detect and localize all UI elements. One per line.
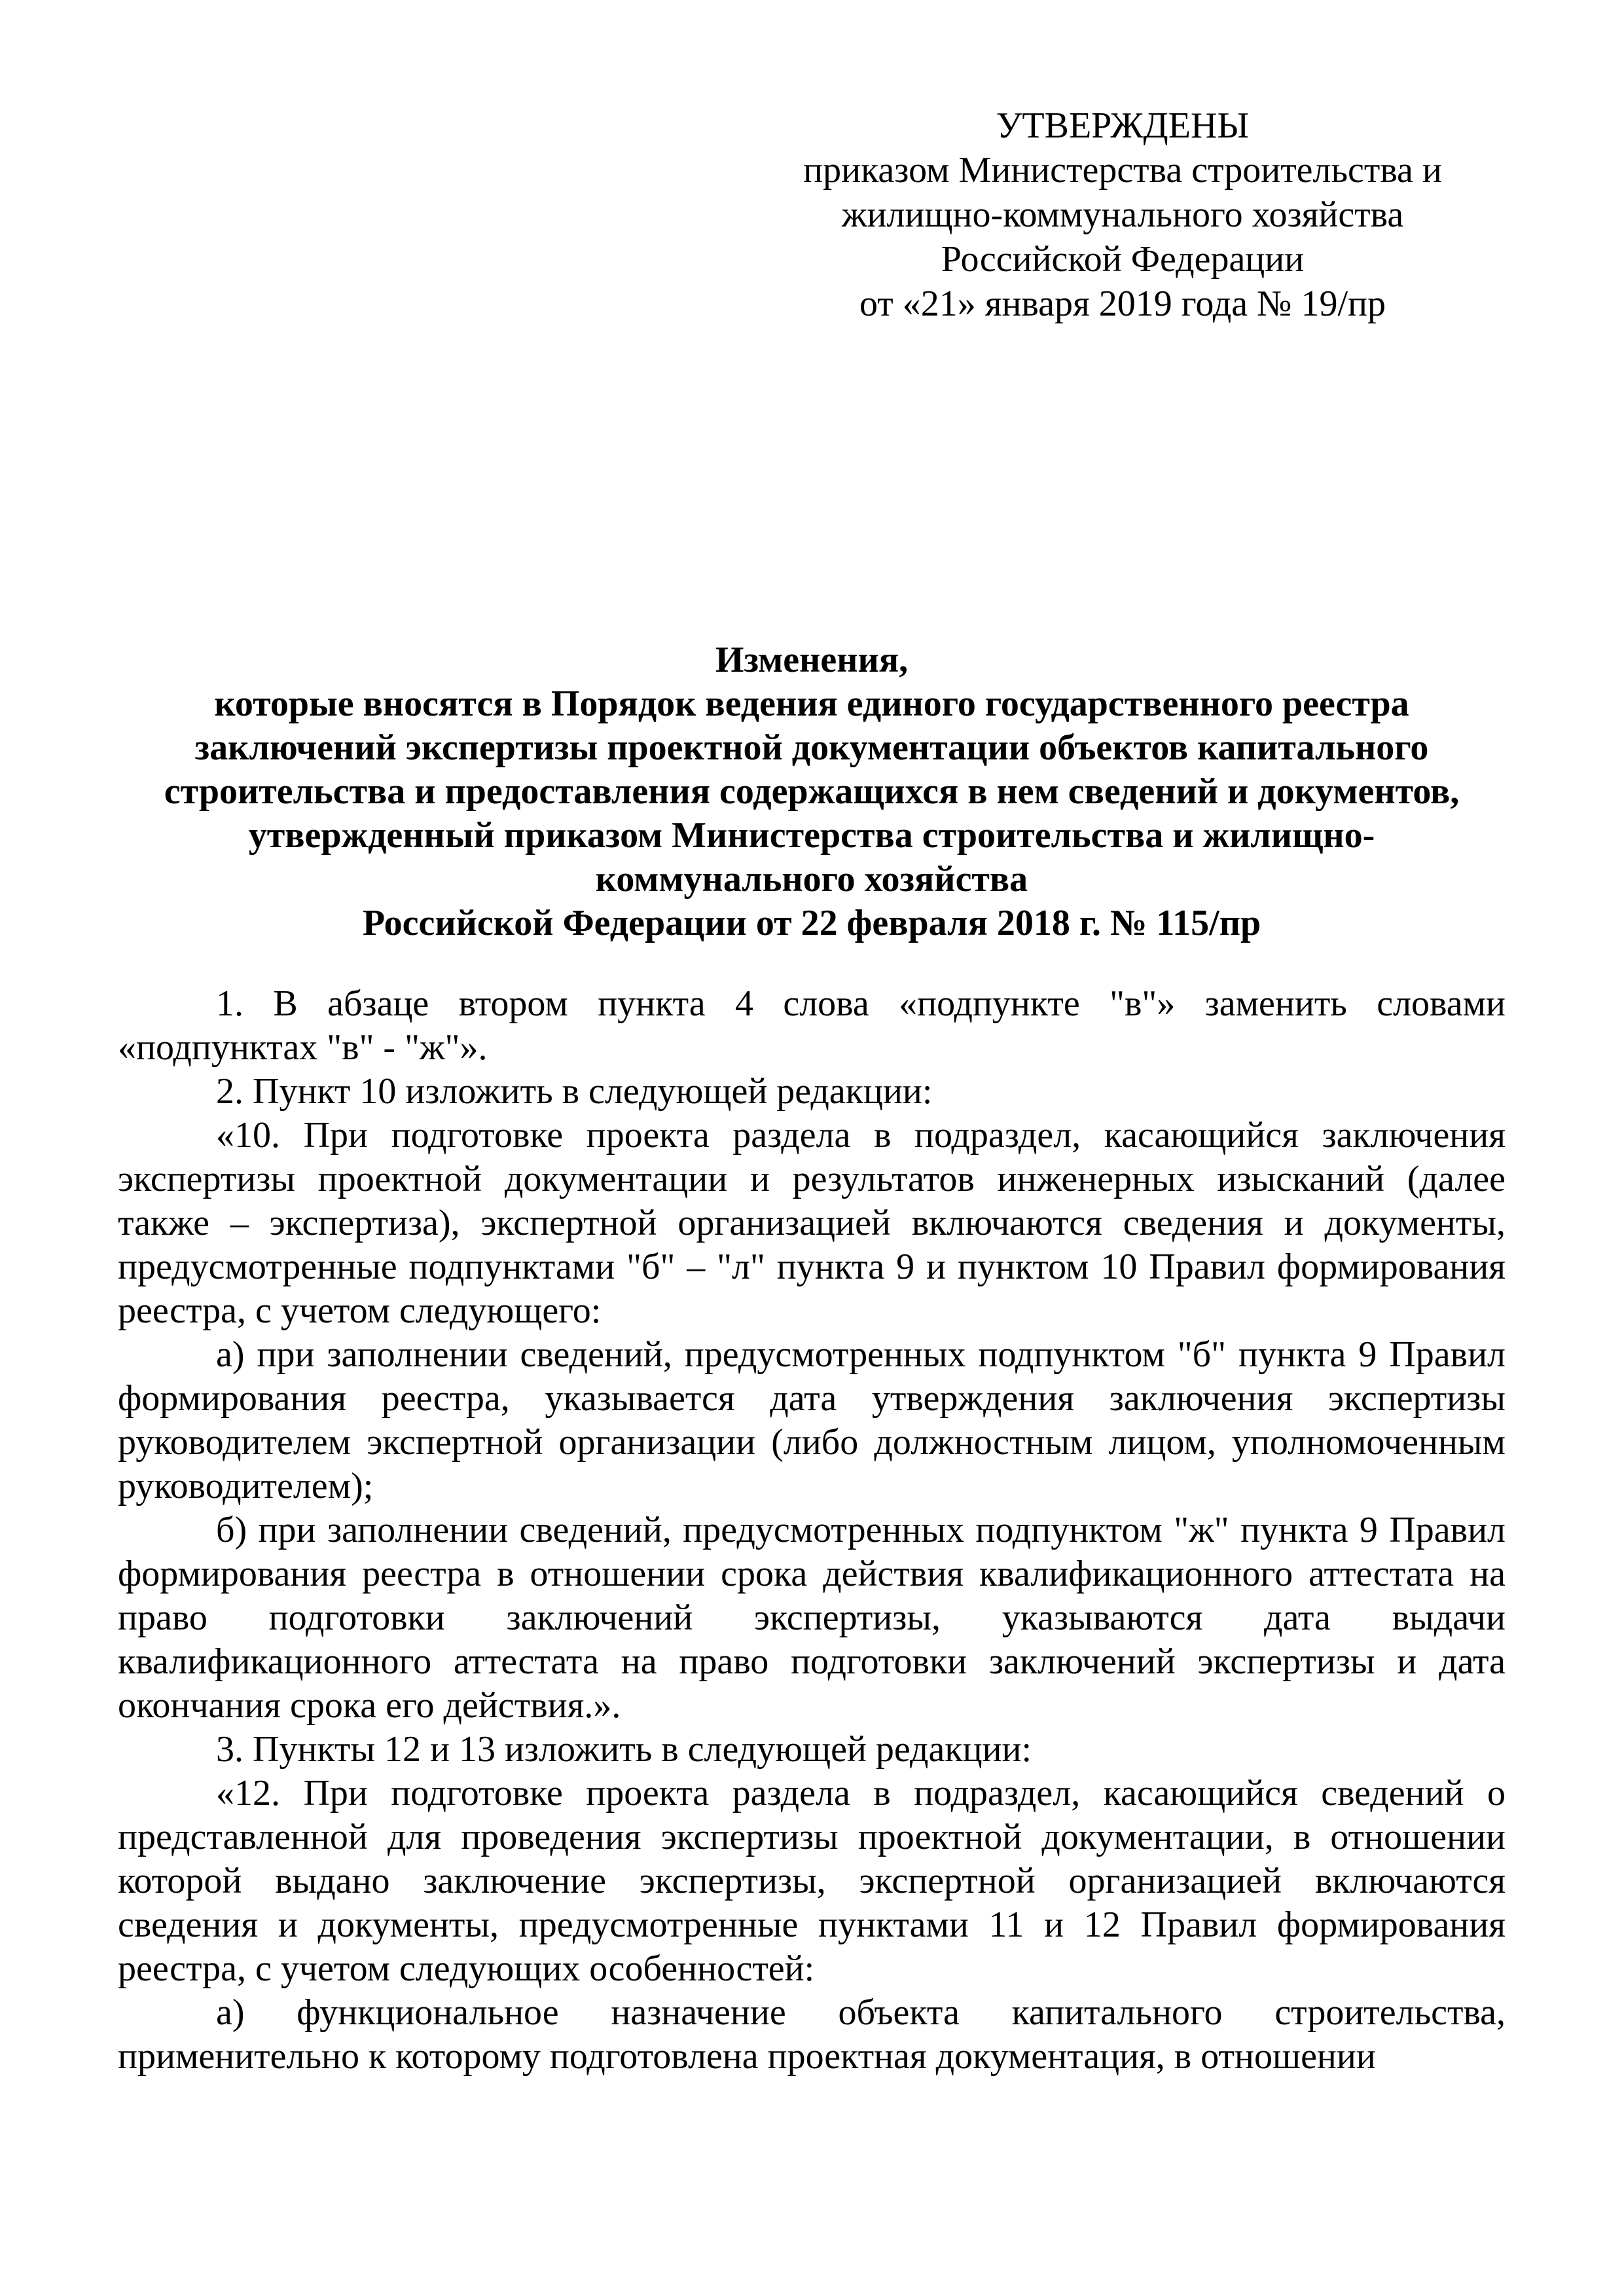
paragraph: «12. При подготовке проекта раздела в подраздел, касающийся сведений о представленной для проведения экспертизы проектной документации, в отношении которой выдано заключение экспертизы, экспертной организацией включаются сведения и документы, предусмотренные пунктами 11 и 12 Правил формирования реестра, с учетом следующих особенностей: xyxy=(118,1773,1506,1989)
title-line: Российской Федерации от 22 февраля 2018 г. № 115/пр xyxy=(362,903,1261,943)
title-line: заключений экспертизы проектной документации объектов капитального xyxy=(194,727,1429,768)
document-body xyxy=(118,982,1506,2079)
paragraph: 1. В абзаце втором пункта 4 слова «подпункте "в"» заменить словами «подпунктах "в" - "ж"». xyxy=(118,983,1506,1068)
title-line: утвержденный приказом Министерства строительства и жилищно- xyxy=(248,815,1375,856)
title-line: Изменения, xyxy=(715,640,909,680)
title-line: строительства и предоставления содержащихся в нем сведений и документов, xyxy=(164,771,1460,812)
title-line: коммунального хозяйства xyxy=(595,859,1028,900)
approval-line: Российской Федерации xyxy=(941,239,1305,280)
paragraph: а) функциональное назначение объекта капитального строительства, применительно к которому подготовлена проектная документация, в отношении xyxy=(118,1992,1506,2077)
paragraph: а) при заполнении сведений, предусмотренных подпунктом "б" пункта 9 Правил формирования реестра, указывается дата утверждения заключения экспертизы руководителем экспертной организации (либо должностным лицом, уполномоченным руководителем); xyxy=(118,1334,1506,1506)
paragraph: «10. При подготовке проекта раздела в подраздел, касающийся заключения экспертизы проектной документации и результатов инженерных изысканий (далее также – экспертиза), экспертной организацией включаются сведения и документы, предусмотренные подпунктами "б" – "л" пункта 9 и пунктом 10 Правил формирования реестра, с учетом следующего: xyxy=(118,1115,1506,1331)
approval-line: жилищно-коммунального хозяйства xyxy=(841,194,1404,235)
approval-date-line: от «21» января 2019 года № 19/пр xyxy=(859,283,1386,324)
document-title xyxy=(118,638,1506,945)
approval-stamp xyxy=(746,103,1499,326)
paragraph: 3. Пункты 12 и 13 изложить в следующей редакции: xyxy=(216,1729,1032,1770)
paragraph: б) при заполнении сведений, предусмотренных подпунктом "ж" пункта 9 Правил формирования реестра в отношении срока действия квалификационного аттестата на право подготовки заключений экспертизы, указываются дата выдачи квалификационного аттестата на право подготовки заключений экспертизы и дата окончания срока его действия.». xyxy=(118,1510,1506,1726)
approval-line: приказом Министерства строительства и xyxy=(803,150,1442,191)
title-line: которые вносятся в Порядок ведения единого государственного реестра xyxy=(214,683,1409,724)
approval-title: УТВЕРЖДЕНЫ xyxy=(996,105,1250,146)
paragraph: 2. Пункт 10 изложить в следующей редакции: xyxy=(216,1071,933,1112)
